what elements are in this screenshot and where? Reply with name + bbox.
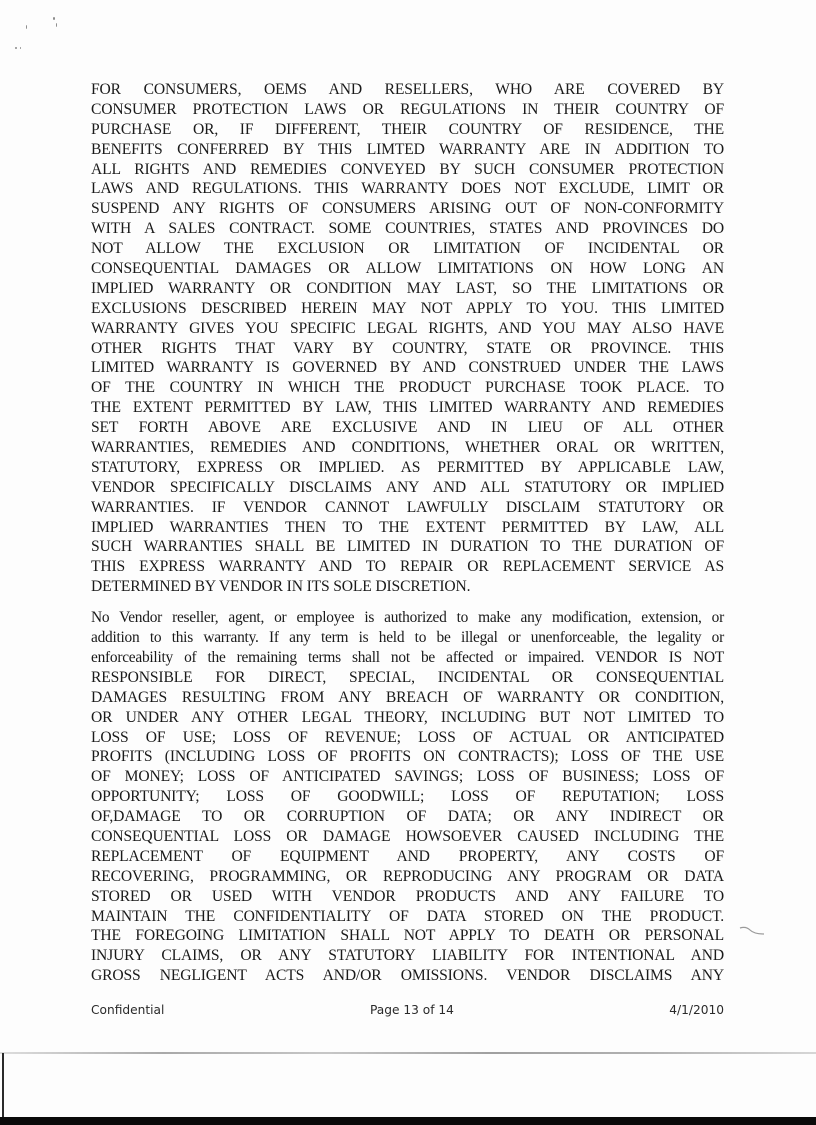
text-line: EXCLUSIONS DESCRIBED HEREIN MAY NOT APPLY TO YOU. THIS LIMITED [91, 299, 724, 317]
text-line: OF,DAMAGE TO OR CORRUPTION OF DATA; OR ANY INDIRECT OR [91, 808, 724, 826]
text-line: DAMAGES RESULTING FROM ANY BREACH OF WARRANTY OR CONDITION, [91, 688, 724, 706]
scan-speck [26, 25, 27, 29]
text-line: STATUTORY, EXPRESS OR IMPLIED. AS PERMITTED BY APPLICABLE LAW, [91, 458, 724, 476]
text-line: SUSPEND ANY RIGHTS OF CONSUMERS ARISING OUT OF NON-CONFORMITY [91, 200, 724, 218]
pen-mark [738, 926, 790, 940]
scan-speck [20, 47, 21, 49]
scan-speck [15, 47, 17, 49]
scan-bottom-border [0, 1117, 816, 1125]
text-line: REPLACEMENT OF EQUIPMENT AND PROPERTY, ANY COSTS OF [91, 847, 724, 865]
text-line: OPPORTUNITY; LOSS OF GOODWILL; LOSS OF REPUTATION; LOSS [91, 788, 724, 806]
text-line: RESPONSIBLE FOR DIRECT, SPECIAL, INCIDENTAL OR CONSEQUENTIAL [91, 668, 724, 686]
page-footer [91, 1000, 724, 1020]
text-line: VENDOR SPECIFICALLY DISCLAIMS ANY AND ALL STATUTORY OR IMPLIED [91, 478, 724, 496]
text-line: RECOVERING, PROGRAMMING, OR REPRODUCING ANY PROGRAM OR DATA [91, 867, 724, 885]
text-line: THE EXTENT PERMITTED BY LAW, THIS LIMITED WARRANTY AND REMEDIES [91, 399, 724, 417]
text-line: CONSEQUENTIAL LOSS OR DAMAGE HOWSOEVER CAUSED INCLUDING THE [91, 827, 724, 845]
text-line: OF THE COUNTRY IN WHICH THE PRODUCT PURCHASE TOOK PLACE. TO [91, 379, 724, 397]
text-line: CONSEQUENTIAL DAMAGES OR ALLOW LIMITATIONS ON HOW LONG AN [91, 260, 724, 278]
text-line: WITH A SALES CONTRACT. SOME COUNTRIES, STATES AND PROVINCES DO [91, 220, 724, 238]
paragraph-limitation-of-liability [91, 608, 724, 986]
text-line: THE FOREGOING LIMITATION SHALL NOT APPLY TO DEATH OR PERSONAL [91, 927, 724, 945]
text-line: addition to this warranty. If any term is held to be illegal or unenforceable, the legality or [91, 629, 724, 647]
text-line: ALL RIGHTS AND REMEDIES CONVEYED BY SUCH CONSUMER PROTECTION [91, 160, 724, 178]
text-line: IMPLIED WARRANTY OR CONDITION MAY LAST, SO THE LIMITATIONS OR [91, 279, 724, 297]
text-line: OTHER RIGHTS THAT VARY BY COUNTRY, STATE OR PROVINCE. THIS [91, 339, 724, 357]
text-line: LIMITED WARRANTY IS GOVERNED BY AND CONSTRUED UNDER THE LAWS [91, 359, 724, 377]
confidential-label: Confidential [91, 1003, 165, 1018]
text-line: THIS EXPRESS WARRANTY AND TO REPAIR OR REPLACEMENT SERVICE AS [91, 558, 724, 576]
text-line: BENEFITS CONFERRED BY THIS LIMTED WARRANTY ARE IN ADDITION TO [91, 140, 724, 158]
text-line: NOT ALLOW THE EXCLUSION OR LIMITATION OF INCIDENTAL OR [91, 240, 724, 258]
text-line: IMPLIED WARRANTIES THEN TO THE EXTENT PERMITTED BY LAW, ALL [91, 518, 724, 536]
text-line: INJURY CLAIMS, OR ANY STATUTORY LIABILITY FOR INTENTIONAL AND [91, 947, 724, 965]
text-line: enforceability of the remaining terms shall not be affected or impaired. VENDOR IS NOT [91, 648, 724, 666]
text-line: WARRANTY GIVES YOU SPECIFIC LEGAL RIGHTS, AND YOU MAY ALSO HAVE [91, 319, 724, 337]
text-line: SET FORTH ABOVE ARE EXCLUSIVE AND IN LIEU OF ALL OTHER [91, 419, 724, 437]
text-line: OR UNDER ANY OTHER LEGAL THEORY, INCLUDING BUT NOT LIMITED TO [91, 708, 724, 726]
document-date: 4/1/2010 [669, 1003, 724, 1018]
text-line: SUCH WARRANTIES SHALL BE LIMITED IN DURATION TO THE DURATION OF [91, 538, 724, 556]
scan-speck [53, 17, 55, 20]
scan-edge [2, 1053, 4, 1117]
text-line: LAWS AND REGULATIONS. THIS WARRANTY DOES NOT EXCLUDE, LIMIT OR [91, 180, 724, 198]
document-body [91, 80, 724, 1020]
text-line: MAINTAIN THE CONFIDENTIALITY OF DATA STORED ON THE PRODUCT. [91, 907, 724, 925]
scan-speck [56, 23, 57, 27]
text-line: STORED OR USED WITH VENDOR PRODUCTS AND ANY FAILURE TO [91, 887, 724, 905]
text-line: OF MONEY; LOSS OF ANTICIPATED SAVINGS; LOSS OF BUSINESS; LOSS OF [91, 768, 724, 786]
page-number: Page 13 of 14 [370, 1003, 454, 1018]
paragraph-warranty-disclaimer [91, 80, 724, 597]
text-line: WARRANTIES. IF VENDOR CANNOT LAWFULLY DISCLAIM STATUTORY OR [91, 498, 724, 516]
text-line: No Vendor reseller, agent, or employee is authorized to make any modification, extension, or [91, 609, 724, 627]
text-line: LOSS OF USE; LOSS OF REVENUE; LOSS OF ACTUAL OR ANTICIPATED [91, 728, 724, 746]
text-line: FOR CONSUMERS, OEMS AND RESELLERS, WHO ARE COVERED BY [91, 81, 724, 98]
text-line: WARRANTIES, REMEDIES AND CONDITIONS, WHETHER ORAL OR WRITTEN, [91, 439, 724, 457]
scan-fold-line [0, 1052, 816, 1054]
text-line: DETERMINED BY VENDOR IN ITS SOLE DISCRETION. [91, 578, 471, 596]
text-line: PURCHASE OR, IF DIFFERENT, THEIR COUNTRY OF RESIDENCE, THE [91, 120, 724, 138]
text-line: PROFITS (INCLUDING LOSS OF PROFITS ON CONTRACTS); LOSS OF THE USE [91, 748, 724, 766]
text-line: CONSUMER PROTECTION LAWS OR REGULATIONS IN THEIR COUNTRY OF [91, 100, 724, 118]
text-line: GROSS NEGLIGENT ACTS AND/OR OMISSIONS. VENDOR DISCLAIMS ANY [91, 967, 724, 985]
